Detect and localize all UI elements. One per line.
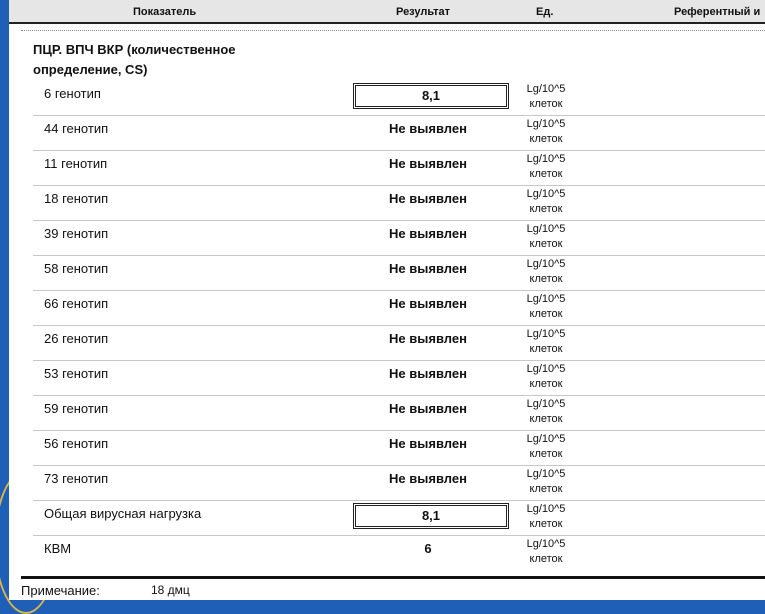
unit-line-2: клеток xyxy=(529,238,563,250)
table-row xyxy=(33,360,765,396)
unit-line-2: клеток xyxy=(529,343,563,355)
row-unit xyxy=(511,292,581,322)
unit-line-2: клеток xyxy=(529,98,563,110)
unit-line-1: Lg/10^5 xyxy=(526,293,566,305)
table-row xyxy=(33,465,765,501)
unit-line-2: клеток xyxy=(529,413,563,425)
row-unit xyxy=(511,502,581,532)
unit-line-1: Lg/10^5 xyxy=(526,398,566,410)
header-result: Результат xyxy=(396,6,451,18)
row-unit xyxy=(511,397,581,427)
section-title xyxy=(33,40,293,80)
section-title-line-1: ПЦР. ВПЧ ВКР (количественное xyxy=(33,42,236,57)
row-indicator: 18 генотип xyxy=(44,191,109,206)
row-unit xyxy=(511,327,581,357)
section-title-line-2: определение, CS) xyxy=(33,62,148,77)
unit-line-1: Lg/10^5 xyxy=(526,538,566,550)
unit-line-2: клеток xyxy=(529,133,563,145)
row-result: 6 xyxy=(424,541,432,556)
row-indicator: 26 генотип xyxy=(44,331,109,346)
unit-line-1: Lg/10^5 xyxy=(526,363,566,375)
table-row xyxy=(33,220,765,256)
row-unit xyxy=(511,537,581,567)
table-row xyxy=(33,80,765,116)
row-unit xyxy=(511,187,581,217)
row-indicator: 66 генотип xyxy=(44,296,109,311)
row-indicator: 53 генотип xyxy=(44,366,109,381)
table-row xyxy=(33,290,765,326)
lab-report-page xyxy=(9,0,765,600)
header-indicator: Показатель xyxy=(133,6,197,18)
table-row xyxy=(33,325,765,361)
row-result: Не выявлен xyxy=(389,296,467,311)
table-row xyxy=(33,535,765,570)
row-indicator: 44 генотип xyxy=(44,121,109,136)
row-result: Не выявлен xyxy=(389,401,467,416)
row-result: Не выявлен xyxy=(389,471,467,486)
row-unit xyxy=(511,152,581,182)
row-result: Не выявлен xyxy=(389,331,467,346)
note-label: Примечание: xyxy=(21,583,100,598)
row-indicator: 39 генотип xyxy=(44,226,109,241)
unit-line-1: Lg/10^5 xyxy=(526,83,566,95)
row-indicator: 6 генотип xyxy=(44,86,101,101)
table-row xyxy=(33,500,765,536)
unit-line-1: Lg/10^5 xyxy=(526,223,566,235)
note-value: 18 дмц xyxy=(151,583,190,597)
unit-line-2: клеток xyxy=(529,553,563,565)
row-result: Не выявлен xyxy=(389,366,467,381)
unit-line-2: клеток xyxy=(529,273,563,285)
row-result: Не выявлен xyxy=(389,261,467,276)
unit-line-2: клеток xyxy=(529,448,563,460)
row-unit xyxy=(511,117,581,147)
table-row xyxy=(33,430,765,466)
row-indicator: 56 генотип xyxy=(44,436,109,451)
unit-line-1: Lg/10^5 xyxy=(526,188,566,200)
row-unit xyxy=(511,257,581,287)
row-unit xyxy=(511,432,581,462)
row-unit xyxy=(511,362,581,392)
unit-line-1: Lg/10^5 xyxy=(526,503,566,515)
row-result: Не выявлен xyxy=(389,121,467,136)
row-indicator: КВМ xyxy=(44,541,72,556)
row-indicator: 73 генотип xyxy=(44,471,109,486)
table-row xyxy=(33,185,765,221)
bottom-rule xyxy=(21,576,765,579)
table-header xyxy=(9,0,765,24)
row-indicator: 58 генотип xyxy=(44,261,109,276)
unit-line-2: клеток xyxy=(529,168,563,180)
unit-line-1: Lg/10^5 xyxy=(526,468,566,480)
row-result: Не выявлен xyxy=(389,156,467,171)
table-row xyxy=(33,255,765,291)
row-result: 8,1 xyxy=(353,503,509,529)
unit-line-2: клеток xyxy=(529,308,563,320)
row-result: Не выявлен xyxy=(389,226,467,241)
row-unit xyxy=(511,222,581,252)
unit-line-2: клеток xyxy=(529,378,563,390)
row-result: Не выявлен xyxy=(389,436,467,451)
header-unit: Ед. xyxy=(536,6,554,18)
unit-line-1: Lg/10^5 xyxy=(526,153,566,165)
row-unit xyxy=(511,467,581,497)
row-indicator: 59 генотип xyxy=(44,401,109,416)
table-row xyxy=(33,115,765,151)
row-result: 8,1 xyxy=(353,83,509,109)
unit-line-2: клеток xyxy=(529,518,563,530)
header-reference: Референтный и xyxy=(674,6,761,18)
row-indicator: Общая вирусная нагрузка xyxy=(44,506,202,521)
row-indicator: 11 генотип xyxy=(44,156,108,171)
table-row xyxy=(33,395,765,431)
dotted-divider xyxy=(21,30,765,31)
unit-line-2: клеток xyxy=(529,483,563,495)
row-result: Не выявлен xyxy=(389,191,467,206)
row-unit xyxy=(511,82,581,112)
unit-line-1: Lg/10^5 xyxy=(526,433,566,445)
unit-line-2: клеток xyxy=(529,203,563,215)
unit-line-1: Lg/10^5 xyxy=(526,258,566,270)
unit-line-1: Lg/10^5 xyxy=(526,328,566,340)
table-row xyxy=(33,150,765,186)
unit-line-1: Lg/10^5 xyxy=(526,118,566,130)
